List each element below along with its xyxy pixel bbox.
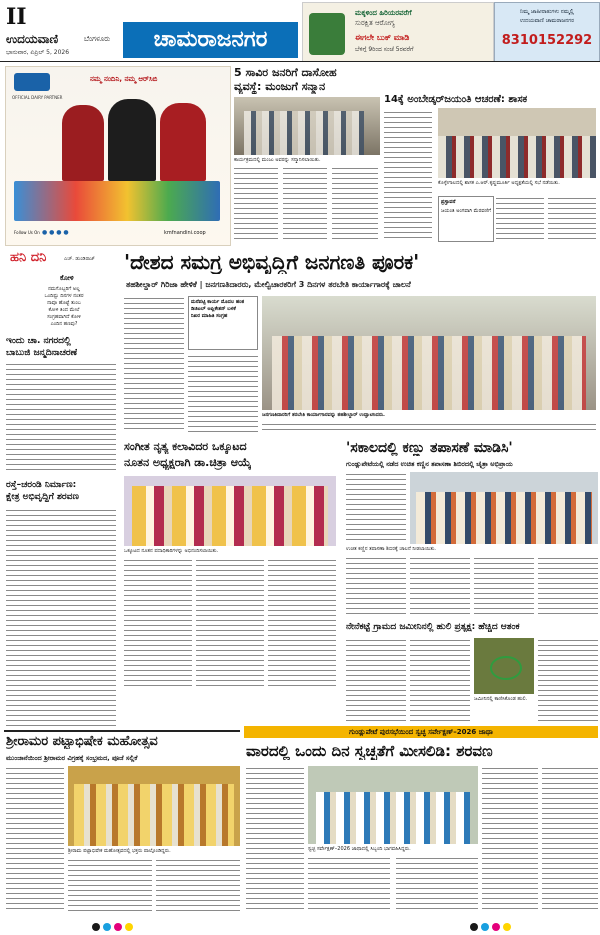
a1-headline-1: 5 ಸಾವಿರ ಜನರಿಗೆ ದಾಸೋಹ <box>234 66 337 79</box>
a9-headline-2: ಕ್ಷೇತ್ರ ಅಭಿವೃದ್ಧಿಗೆ ಶರವಣ <box>6 492 79 502</box>
main-bullet-box <box>188 296 258 350</box>
article-roads <box>4 478 118 728</box>
a3-photo <box>124 476 336 546</box>
a8-headline-1: ಇಂದು ಚಾ. ನಗರದಲ್ಲಿ <box>6 336 71 346</box>
article-census <box>122 248 598 436</box>
article-dasoha <box>232 64 378 244</box>
ad2-phone: 8310152292 <box>501 33 593 48</box>
poem-line: ಎಂದಿನ ಹಣವು? <box>50 321 78 327</box>
paper-name: ಉದಯವಾಣಿ <box>6 32 59 46</box>
a2-caption: ಕೊಳ್ಳೇಗಾಲದಲ್ಲಿ ಶಾಸಕ ಎ.ಆರ್.ಕೃಷ್ಣಮೂರ್ತಿ ಅಧ್ಯಕ್ಷತೆಯಲ್ಲಿ ಸಭೆ ನಡೆಯಿತು. <box>438 180 560 186</box>
poem-line: ಸಂಗ್ರಹವಾಗಿದೆ ಕೋಳಿ <box>47 314 81 320</box>
hani-dani-author: ಎಚ್. ಡುಂಡಿರಾಜ್ <box>64 256 95 262</box>
hani-dani-title: ಹನಿ ದನಿ <box>10 250 47 265</box>
article-tiger <box>344 620 598 722</box>
a5-caption: ಜಮೀನಿನಲ್ಲಿ ಕಾಣಿಸಿಕೊಂಡ ಹುಲಿ. <box>474 696 528 702</box>
registration-marks-2 <box>470 916 514 935</box>
nandini-logo <box>14 73 50 91</box>
a6-headline-2: ಮುಂಜಾನೆಯಿಂದ ಶ್ರೀರಾಮರ ವಿಗ್ರಹಕ್ಕೆ ಸಂಭ್ರಮದ, ಪೂಜೆ ಸಲ್ಲಿಕೆ <box>6 754 138 762</box>
partner-text: OFFICIAL DAIRY PARTNER <box>12 95 63 100</box>
main-subheadline: ತಹಶೀಲ್ದಾರ್ ಗಿರಿಜಾ ಹೇಳಿಕೆ | ಜನಗಣತಿದಾರರು, ಮೇಲ್ವಿಚಾರಕರಿಗೆ 3 ದಿನಗಳ ತರಬೇತಿ ಕಾರ್ಯಾಗಾರಕ್ಕೆ ಚಾಲನೆ <box>126 280 411 289</box>
ad1-line3: ಈಗಲೇ ಬುಕ್ ಮಾಡಿ <box>355 33 410 42</box>
poem-line: ಕೋಳಿ ತಿಂದ ಮೇಲೆ <box>48 307 80 313</box>
a7-caption: ಸ್ವಚ್ಛ ಸರ್ವೇಕ್ಷಣ್–2026 ಜಾಥಾದಲ್ಲಿ ಸಿಬ್ಬಂದಿ ಭಾಗವಹಿಸಿದ್ದರು. <box>308 846 411 852</box>
a1-headline-2: ವ್ಯವಸ್ಥೆ: ಮಂಜುಗೆ ಸನ್ಮಾನ <box>234 80 326 93</box>
ad-contact <box>494 2 600 62</box>
registration-marks <box>92 916 136 935</box>
social-icons: ● ● ● ● <box>42 229 69 236</box>
city: ಬೆಂಗಳೂರು <box>84 35 111 43</box>
poem-line: ಒಂದಿಷ್ಟು ದಿನಗಳ ನಂತರ <box>44 293 84 299</box>
players-photo <box>54 91 214 181</box>
follow-text: Follow Us On <box>14 230 40 235</box>
poem <box>12 286 116 328</box>
main-bullet: ಡಿಜಿಟಲ್ ಅಪ್ಲಿಕೇಶನ್ ಬಳಕೆ <box>191 306 236 312</box>
date-line: ಭಾನುವಾರ, ಏಪ್ರಿಲ್ 5, 2026 <box>6 49 70 56</box>
a2-pull-1: ಪ್ರಸ್ತಾವನೆ <box>441 199 456 205</box>
a6-caption: ಶ್ರೀರಾಮ ಪಟ್ಟಾಭಿಷೇಕ ಮಹೋತ್ಸವದಲ್ಲಿ ಭಕ್ತರು ಪಾಲ್ಗೊಂಡಿದ್ದರು. <box>68 848 171 854</box>
ad2-line2: ಉದಯವಾಣಿ ಚಾಮರಾಜನಗರ <box>519 18 575 24</box>
poem-line: ನಾವೂ ಹೊಟ್ಟೆ ತುಂಬ <box>47 300 81 306</box>
article-babuji <box>4 334 118 474</box>
reg-magenta <box>114 923 122 931</box>
dairy-products <box>14 181 220 221</box>
article-ambedkar <box>382 64 596 244</box>
a8-headline-2: ಬಾಬುಜಿ ಜನ್ಮದಿನಾಚರಣೆ <box>6 348 78 358</box>
main-bullet: ಮನೆಪಟ್ಟಿ ಕಾರ್ಯ ಮೊದಲ ಹಂತ <box>191 299 245 305</box>
article-srirama <box>4 730 240 914</box>
a7-kicker: ಗುಂಡ್ಲುಪೇಟೆ ಪುರಸಭೆಯಿಂದ ಸ್ವಚ್ಛ ಸರ್ವೇಕ್ಷಣ್–2026 ಜಾಥಾ <box>349 728 493 736</box>
ad2-line1: ನಿಮ್ಮ ಜಾಹೀರಾತುಗಳು ನಮ್ಮಲ್ಲಿ <box>520 9 574 15</box>
a5-headline: ನೇನೆಕಟ್ಟೆ ಗ್ರಾಮದ ಜಮೀನಿನಲ್ಲಿ ಹುಲಿ ಪ್ರತ್ಯಕ್ಷ: ಹೆಚ್ಚಿದ ಆತಂಕ <box>346 622 520 632</box>
a2-pullquote <box>438 196 494 242</box>
article-eye-camp <box>344 438 598 616</box>
poem-line: ನಮಗೊಬ್ಬರಿಗೆ ಅಲ್ಲ <box>48 286 80 292</box>
section-title: ಚಾಮರಾಜನಗರ <box>153 27 268 52</box>
main-photo <box>262 296 596 410</box>
a2-photo <box>438 108 596 178</box>
nandini-website: kmfnandini.coop <box>164 230 206 236</box>
section-title-banner <box>123 22 298 58</box>
a6-headline-1: ಶ್ರೀರಾಮರ ಪಟ್ಟಾಭಿಷೇಕ ಮಹೋತ್ಸವ <box>6 734 158 749</box>
a9-headline-1: ರಸ್ತೆ–ಚರಂಡಿ ನಿರ್ಮಾಣ: <box>6 480 77 490</box>
a7-kicker-band <box>244 726 598 738</box>
reg-cyan <box>103 923 111 931</box>
main-caption: ಜನಗಣತಿದಾರರಿಗೆ ತರಬೇತಿ ಕಾರ್ಯಾಗಾರವನ್ನು ತಹಶೀಲ್ದಾರ್ ಉದ್ಘಾಟಿಸಿದರು. <box>262 412 385 418</box>
ad-hospital <box>302 2 494 62</box>
a4-subheadline: ಗುಂಡ್ಲುಪೇಟೆಯಲ್ಲಿ ನಡೆದ ಉಚಿತ ಕಣ್ಣಿನ ತಪಾಸಣಾ ಶಿಬಿರದಲ್ಲಿ ಚೈತ್ರಾ ಅಭಿಪ್ರಾಯ <box>346 460 513 468</box>
a1-caption: ಕಾರ್ಯಕ್ರಮದಲ್ಲಿ ಮಂಜು ಅವರನ್ನು ಸನ್ಮಾನಿಸಲಾಯಿತು. <box>234 157 321 163</box>
article-cleanliness <box>244 726 598 914</box>
ad1-line1: ಮಕ್ಕಳಿಂದ ಹಿರಿಯರವರೆಗೆ <box>355 9 412 17</box>
a2-headline: 14ಕ್ಕೆ ಅಂಬೇಡ್ಕರ್‌ಜಯಂತಿ ಆಚರಣೆ: ಶಾಸಕ <box>384 94 528 105</box>
article-music-union <box>122 438 340 692</box>
a4-caption: ಉಚಿತ ಕಣ್ಣಿನ ತಪಾಸಣಾ ಶಿಬಿರಕ್ಕೆ ಚಾಲನೆ ನೀಡಲಾಯಿತು. <box>346 546 437 552</box>
phone-illustration <box>309 13 345 55</box>
a5-photo <box>474 638 534 694</box>
main-headline: 'ದೇಶದ ಸಮಗ್ರ ಅಭಿವೃದ್ಧಿಗೆ ಜನಗಣತಿ ಪೂರಕ' <box>124 250 420 274</box>
page-number: II <box>6 4 27 30</box>
a7-headline: ವಾರದಲ್ಲಿ ಒಂದು ದಿನ ಸ್ವಚ್ಛತೆಗೆ ಮೀಸಲಿಡಿ: ಶರವಣ <box>246 742 493 760</box>
a1-photo <box>234 97 380 155</box>
a3-headline-1: ಸಂಗೀತ ನೃತ್ಯ ಕಲಾವಿದರ ಒಕ್ಕೂಟದ <box>124 440 247 453</box>
a4-photo <box>410 472 598 544</box>
a7-photo <box>308 766 478 844</box>
reg-black <box>92 923 100 931</box>
poem-title: ಕೋಳಿ <box>60 274 74 282</box>
main-bullet: ನಿಖರ ಮಾಹಿತಿ ಸಂಗ್ರಹ <box>191 313 228 319</box>
ad1-line2: ಸುರಕ್ಷಿತ ಆರೋಗ್ಯ <box>355 19 395 27</box>
ad1-line4: ಬೆಳಿಗ್ಗೆ 9ರಿಂದ ಸಂಜೆ 5ರವರೆಗೆ <box>355 46 414 53</box>
a3-caption: ಒಕ್ಕೂಟದ ನೂತನ ಪದಾಧಿಕಾರಿಗಳನ್ನು ಅಭಿನಂದಿಸಲಾಯಿತು. <box>124 548 219 554</box>
a4-headline: 'ಸಕಾಲದಲ್ಲಿ ಕಣ್ಣು ತಪಾಸಣೆ ಮಾಡಿಸಿ' <box>346 440 513 456</box>
reg-yellow <box>125 923 133 931</box>
a3-headline-2: ನೂತನ ಅಧ್ಯಕ್ಷರಾಗಿ ಡಾ.ಚಿತ್ರಾ ಆಯ್ಕೆ <box>124 456 252 469</box>
nandini-ad <box>5 66 231 246</box>
a2-pull-2: ಜಯಂತಿ ಅಂಗವಾಗಿ ಮೆರವಣಿಗೆ <box>441 208 491 214</box>
masthead <box>0 0 600 62</box>
nandini-tagline: ನಮ್ಮ ನಂದಿನಿ, ನಮ್ಮ ಆರ್‌ಸಿಬಿ <box>90 75 158 83</box>
a6-photo <box>68 766 240 846</box>
hani-dani-column <box>4 248 118 332</box>
